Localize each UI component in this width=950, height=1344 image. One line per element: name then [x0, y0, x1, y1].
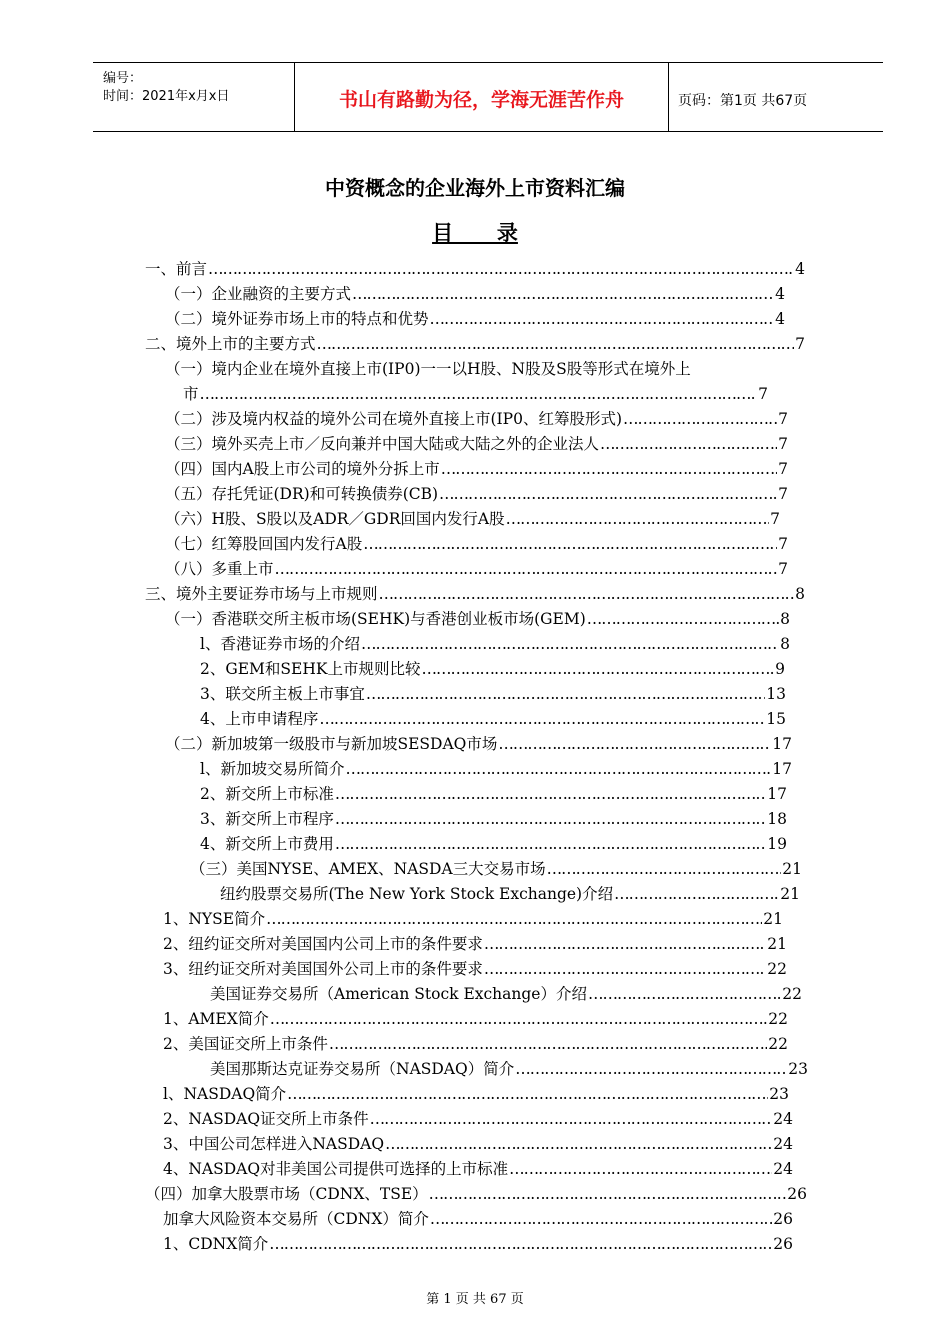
toc-entry-text: 市: [183, 385, 199, 403]
toc-dot-leader: [385, 1134, 772, 1154]
toc-dot-leader: [515, 1059, 787, 1079]
toc-entry[interactable]: [145, 334, 805, 354]
toc-dot-leader: [329, 1034, 767, 1054]
toc-entry-text: l、新加坡交易所简介: [200, 760, 345, 778]
toc-entry-text: （三）境外买壳上市／反向兼并中国大陆或大陆之外的企业法人: [165, 435, 600, 453]
toc-entry-page: 17: [772, 760, 792, 778]
toc-entry[interactable]: [200, 684, 786, 704]
toc-entry-text: （八）多重上市: [165, 560, 274, 578]
document-time-label: 时间：2021年x月x日: [103, 89, 230, 104]
toc-entry[interactable]: [163, 959, 787, 979]
toc-dot-leader: [335, 834, 766, 854]
toc-dot-leader: [317, 334, 795, 354]
toc-entry[interactable]: [163, 1159, 793, 1179]
toc-dot-leader: [509, 1159, 772, 1179]
toc-dot-leader: [287, 1084, 768, 1104]
toc-entry-page: 26: [773, 1210, 793, 1228]
toc-entry-page: 7: [778, 485, 788, 503]
toc-entry-text: （三）美国NYSE、AMEX、NASDA三大交易市场: [190, 860, 546, 878]
toc-entry-text: 美国证券交易所（American Stock Exchange）介绍: [210, 985, 587, 1003]
toc-dot-leader: [269, 1234, 772, 1254]
toc-entry-text: 一、前言: [145, 260, 208, 278]
toc-entry-text: （四）加拿大股票市场（CDNX、TSE）: [145, 1185, 428, 1203]
toc-dot-leader: [439, 484, 777, 504]
toc-dot-leader: [361, 634, 779, 654]
toc-dot-leader: [208, 259, 794, 279]
toc-dot-leader: [379, 584, 795, 604]
toc-entry-text: （一）企业融资的主要方式: [165, 285, 352, 303]
toc-dot-leader: [345, 759, 771, 779]
toc-dot-leader: [352, 284, 774, 304]
toc-entry-page: 9: [775, 660, 785, 678]
toc-dot-leader: [429, 1184, 787, 1204]
toc-entry-text: （五）存托凭证(DR)和可转换债券(CB): [165, 485, 439, 503]
toc-entry-page: 4: [775, 285, 785, 303]
toc-entry-page: 22: [782, 985, 802, 1003]
toc-entry-text: l、NASDAQ简介: [163, 1085, 287, 1103]
toc-entry-page: 24: [773, 1110, 793, 1128]
toc-entry-page: 22: [768, 1035, 788, 1053]
toc-entry-text: 加拿大风险资本交易所（CDNX）简介: [163, 1210, 429, 1228]
toc-entry[interactable]: [163, 1134, 793, 1154]
toc-entry-page: 7: [795, 335, 805, 353]
toc-entry-page: 21: [782, 860, 802, 878]
toc-entry-text: （二）境外证券市场上市的特点和优势: [165, 310, 429, 328]
toc-dot-leader: [370, 1109, 773, 1129]
toc-entry-text: 1、CDNX简介: [163, 1235, 269, 1253]
toc-entry-page: 22: [768, 1010, 788, 1028]
header-motto-cell: [294, 63, 669, 131]
toc-entry[interactable]: [163, 909, 783, 929]
toc-dot-leader: [614, 884, 779, 904]
toc-entry-text: 4、NASDAQ对非美国公司提供可选择的上市标准: [163, 1160, 509, 1178]
toc-entry-text: 美国那斯达克证券交易所（NASDAQ）简介: [210, 1060, 515, 1078]
header-motto: 书山有路勤为径，学海无涯苦作舟: [338, 89, 624, 111]
toc-entry[interactable]: [200, 709, 786, 729]
toc-dot-leader: [547, 859, 782, 879]
toc-entry[interactable]: [165, 609, 790, 629]
toc-entry-page: 7: [778, 560, 788, 578]
toc-entry-text: 3、新交所上市程序: [200, 810, 334, 828]
toc-heading-text: 目 录: [432, 221, 518, 245]
toc-entry-page: 18: [767, 810, 787, 828]
toc-entry-text: 4、新交所上市费用: [200, 835, 334, 853]
toc-entry-page: 17: [772, 735, 792, 753]
toc-entry[interactable]: [145, 1184, 807, 1204]
toc-entry[interactable]: [210, 984, 802, 1004]
toc-entry-text: （六）H股、S股以及ADR／GDR回国内发行A股: [165, 510, 505, 528]
toc-entry[interactable]: [200, 659, 785, 679]
toc-dot-leader: [484, 934, 766, 954]
toc-entry[interactable]: [163, 1034, 788, 1054]
document-title: 中资概念的企业海外上市资料汇编: [325, 176, 625, 200]
toc-dot-leader: [421, 659, 774, 679]
toc-entry-page: 8: [780, 635, 790, 653]
toc-entry-page: 4: [775, 310, 785, 328]
toc-entry-text: 2、NASDAQ证交所上市条件: [163, 1110, 369, 1128]
toc-entry[interactable]: [200, 784, 787, 804]
toc-dot-leader: [335, 784, 766, 804]
toc-dot-leader: [623, 409, 777, 429]
toc-entry[interactable]: [165, 534, 788, 554]
toc-entry[interactable]: [145, 259, 805, 279]
toc-entry-text: 三、境外主要证券市场与上市规则: [145, 585, 378, 603]
toc-entry-text: （四）国内A股上市公司的境外分拆上市: [165, 460, 440, 478]
toc-entry-text: 2、美国证交所上市条件: [163, 1035, 328, 1053]
toc-entry[interactable]: [210, 1059, 808, 1079]
toc-entry-page: 13: [766, 685, 786, 703]
toc-entry-text: （七）红筹股回国内发行A股: [165, 535, 363, 553]
toc-dot-leader: [441, 459, 777, 479]
toc-entry[interactable]: [200, 809, 787, 829]
toc-entry-wrapped-line[interactable]: （一）境内企业在境外直接上市(IP0)一一以H股、N股及S股等形式在境外上: [165, 360, 691, 378]
toc-entry-page: 19: [767, 835, 787, 853]
toc-entry[interactable]: [165, 284, 785, 304]
toc-entry[interactable]: [165, 459, 788, 479]
toc-entry-page: 7: [778, 535, 788, 553]
toc-entry[interactable]: [200, 759, 792, 779]
toc-dot-leader: [363, 534, 777, 554]
toc-dot-leader: [430, 309, 775, 329]
toc-entry-text: （一）香港联交所主板市场(SEHK)与香港创业板市场(GEM): [165, 610, 586, 628]
toc-entry-text: 1、NYSE简介: [163, 910, 266, 928]
toc-entry-text: （二）涉及境内权益的境外公司在境外直接上市(IP0、红筹股形式): [165, 410, 623, 428]
toc-heading: [0, 217, 950, 247]
toc-entry[interactable]: [165, 309, 785, 329]
toc-entry-page: 17: [767, 785, 787, 803]
toc-entry-text: （二）新加坡第一级股市与新加坡SESDAQ市场: [165, 735, 498, 753]
toc-dot-leader: [484, 959, 766, 979]
toc-entry-text: 3、联交所主板上市事宜: [200, 685, 365, 703]
toc-entry[interactable]: [200, 834, 787, 854]
toc-dot-leader: [498, 734, 771, 754]
toc-entry-page: 23: [769, 1085, 789, 1103]
header-page-info: 页码：第1页 共67页: [678, 93, 808, 109]
toc-entry-page: 15: [766, 710, 786, 728]
toc-entry-text: l、香港证券市场的介绍: [200, 635, 360, 653]
toc-entry[interactable]: [163, 1234, 793, 1254]
toc-entry-page: 21: [763, 910, 783, 928]
toc-dot-leader: [275, 559, 778, 579]
toc-entry[interactable]: [163, 1109, 793, 1129]
toc-entry-text: 3、中国公司怎样进入NASDAQ: [163, 1135, 385, 1153]
toc-entry[interactable]: [145, 584, 805, 604]
toc-dot-leader: [506, 509, 770, 529]
page-header: [93, 62, 883, 132]
toc-dot-leader: [266, 909, 762, 929]
page-footer: 第 1 页 共 67 页: [426, 1292, 524, 1307]
toc-entry[interactable]: [165, 484, 788, 504]
toc-entry-page: 7: [778, 410, 788, 428]
toc-entry[interactable]: [165, 434, 788, 454]
toc-entry[interactable]: [163, 1084, 789, 1104]
toc-entry-page: 24: [773, 1135, 793, 1153]
toc-dot-leader: [366, 684, 765, 704]
toc-dot-leader: [430, 1209, 772, 1229]
toc-entry-page: 22: [767, 960, 787, 978]
toc-entry-page: 26: [773, 1235, 793, 1253]
toc-entry[interactable]: [165, 734, 792, 754]
toc-entry-page: 7: [770, 510, 780, 528]
toc-dot-leader: [588, 984, 781, 1004]
toc-entry-text: 纽约股票交易所(The New York Stock Exchange)介绍: [220, 885, 614, 903]
toc-entry-page: 24: [773, 1160, 793, 1178]
toc-entry[interactable]: [165, 509, 780, 529]
toc-entry[interactable]: [165, 409, 788, 429]
toc-entry[interactable]: [200, 634, 790, 654]
toc-entry[interactable]: [163, 1209, 793, 1229]
toc-dot-leader: [600, 434, 777, 454]
toc-entry-page: 4: [795, 260, 805, 278]
toc-entry-page: 23: [788, 1060, 808, 1078]
toc-entry-page: 21: [767, 935, 787, 953]
toc-entry-text: 2、纽约证交所对美国国内公司上市的条件要求: [163, 935, 483, 953]
header-meta-cell: [93, 63, 294, 131]
toc-dot-leader: [200, 384, 758, 404]
toc-entry-text: 二、境外上市的主要方式: [145, 335, 316, 353]
toc-entry-text: 3、纽约证交所对美国国外公司上市的条件要求: [163, 960, 483, 978]
toc-entry-text: 2、新交所上市标准: [200, 785, 334, 803]
toc-entry-text: 2、GEM和SEHK上市规则比较: [200, 660, 421, 678]
toc-dot-leader: [319, 709, 765, 729]
toc-entry-page: 7: [778, 435, 788, 453]
document-code-label: 编号：: [103, 71, 143, 86]
toc-entry[interactable]: [163, 934, 787, 954]
toc-entry-page: 8: [795, 585, 805, 603]
header-page-cell: [668, 63, 883, 131]
toc-dot-leader: [587, 609, 779, 629]
toc-entry[interactable]: [183, 384, 768, 404]
toc-entry[interactable]: [190, 859, 802, 879]
toc-entry-page: 21: [780, 885, 800, 903]
toc-entry[interactable]: [163, 1009, 788, 1029]
toc-entry-text: 1、AMEX简介: [163, 1010, 269, 1028]
toc-entry[interactable]: [165, 559, 788, 579]
toc-entry-page: 7: [778, 460, 788, 478]
toc-entry[interactable]: [220, 884, 800, 904]
toc-entry-page: 26: [787, 1185, 807, 1203]
toc-entry-page: 8: [780, 610, 790, 628]
toc-entry-page: 7: [758, 385, 768, 403]
toc-dot-leader: [270, 1009, 767, 1029]
toc-entry-text: 4、上市申请程序: [200, 710, 319, 728]
toc-dot-leader: [335, 809, 766, 829]
